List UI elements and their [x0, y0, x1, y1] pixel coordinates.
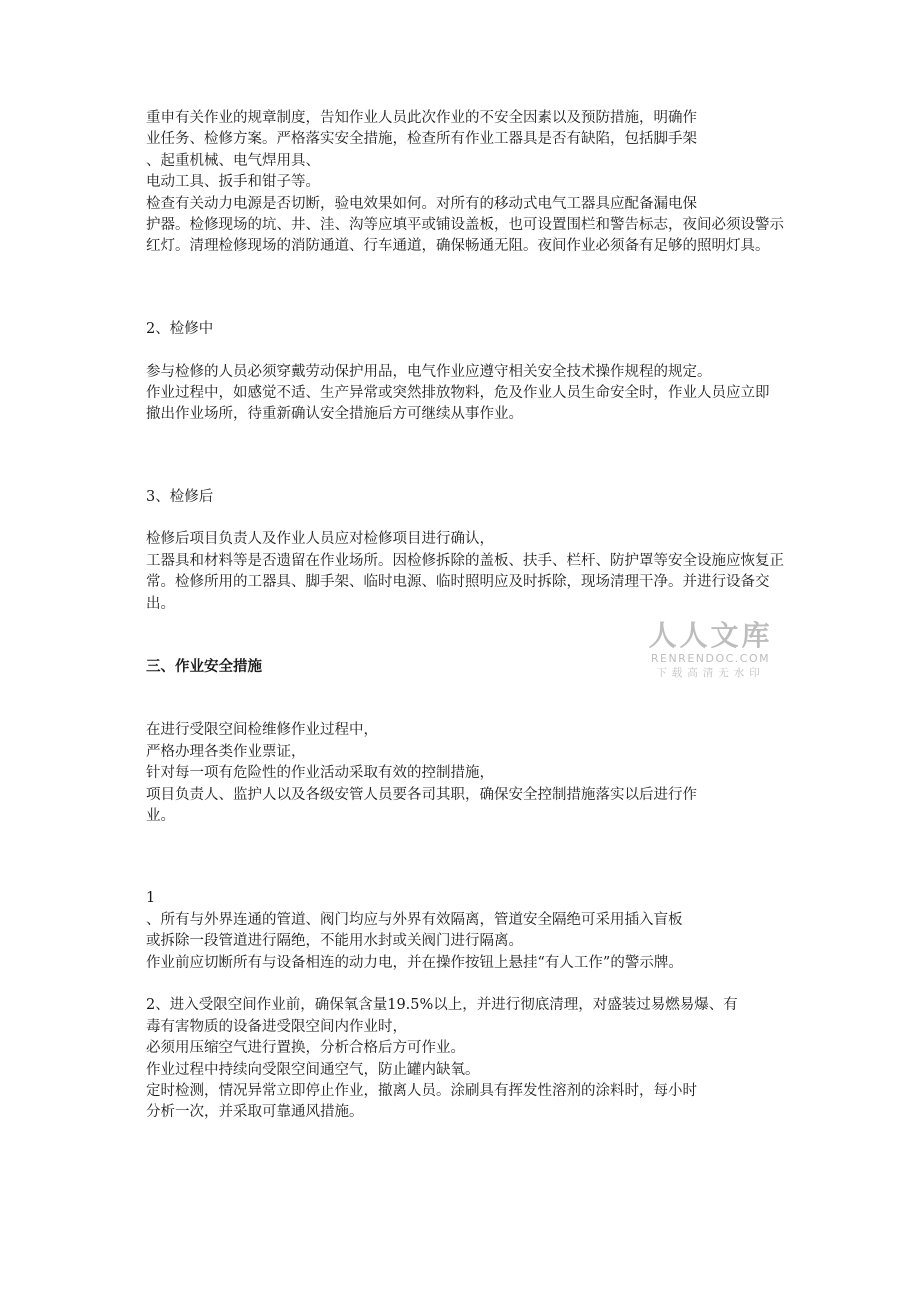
text-line: 、所有与外界连通的管道、阀门均应与外界有效隔离，管道安全隔绝可采用插入盲板	[146, 911, 683, 928]
text-line: 撤出作业场所，待重新确认安全措施后方可继续从事作业。	[146, 406, 523, 423]
text-line: 毒有害物质的设备进受限空间内作业时，	[146, 1018, 407, 1035]
spacer	[146, 678, 786, 720]
text-line: 1	[146, 890, 156, 907]
measure-item-1	[146, 888, 786, 974]
section-heading-during-repair: 2、检修中	[146, 320, 214, 337]
text-line: 业任务、检修方案。严格落实安全措施，检查所有作业工器具是否有缺陷，包括脚手架	[146, 131, 697, 148]
document-page	[146, 108, 786, 1124]
text-line: 作业前应切断所有与设备相连的动力电，并在操作按钮上悬挂“有人工作”的警示牌。	[146, 954, 683, 971]
watermark-subtitle: 下载高清无水印	[656, 667, 765, 679]
during-repair-paragraph	[146, 362, 786, 426]
watermark-logo	[648, 620, 773, 680]
text-line: 作业过程中，如感觉不适、生产异常或突然排放物料，危及作业人员生命安全时，作业人员应立即	[146, 384, 770, 401]
watermark-domain: RENRENDOC.COM	[650, 652, 771, 665]
spacer	[146, 508, 786, 529]
text-line: 、起重机械、电气焊用具、	[146, 152, 320, 169]
text-line: 出。	[146, 595, 175, 612]
text-line: 2、进入受限空间作业前，确保氧含量19.5%以上，并进行彻底清理，对盛装过易燃易爆、有	[146, 997, 738, 1014]
intro-paragraph	[146, 108, 786, 258]
text-line: 红灯。清理检修现场的消防通道、行车通道，确保畅通无阻。夜间作业必须备有足够的照明灯具。	[146, 238, 770, 255]
spacer	[146, 974, 786, 995]
measure-item-2	[146, 995, 786, 1123]
spacer	[146, 258, 786, 319]
text-line: 分析一次，并采取可靠通风措施。	[146, 1104, 364, 1121]
safety-measures-paragraph	[146, 720, 786, 827]
text-line: 定时检测，情况异常立即停止作业，撤离人员。涂刷具有挥发性溶剂的涂料时，每小时	[146, 1082, 697, 1099]
text-line: 护器。检修现场的坑、井、洼、沟等应填平或铺设盖板，也可设置围栏和警告标志，夜间必须设警示	[146, 216, 784, 233]
text-line: 工器具和材料等是否遗留在作业场所。因检修拆除的盖板、扶手、栏杆、防护罩等安全设施应恢复正	[146, 552, 784, 569]
spacer	[146, 426, 786, 487]
spacer	[146, 827, 786, 888]
text-line: 电动工具、扳手和钳子等。	[146, 174, 320, 191]
section-heading-after-repair: 3、检修后	[146, 488, 214, 505]
text-line: 在进行受限空间检维修作业过程中，	[146, 722, 378, 739]
text-line: 作业过程中持续向受限空间通空气，防止罐内缺氧。	[146, 1061, 480, 1078]
spacer	[146, 340, 786, 361]
text-line: 重申有关作业的规章制度，告知作业人员此次作业的不安全因素以及预防措施，明确作	[146, 110, 697, 126]
text-line: 业。	[146, 807, 175, 824]
text-line: 项目负责人、监护人以及各级安管人员要各司其职，确保安全控制措施落实以后进行作	[146, 786, 697, 803]
text-line: 常。检修所用的工器具、脚手架、临时电源、临时照明应及时拆除，现场清理干净。并进行设备交	[146, 574, 770, 591]
chapter-heading-safety-measures: 三、作业安全措施	[146, 659, 262, 676]
text-line: 检查有关动力电源是否切断，验电效果如何。对所有的移动式电气工器具应配备漏电保	[146, 195, 697, 212]
text-line: 检修后项目负责人及作业人员应对检修项目进行确认，	[146, 531, 494, 548]
text-line: 参与检修的人员必须穿戴劳动保护用品，电气作业应遵守相关安全技术操作规程的规定。	[146, 363, 712, 380]
text-line: 必须用压缩空气进行置换，分析合格后方可作业。	[146, 1040, 465, 1057]
text-line: 针对每一项有危险性的作业活动采取有效的控制措施，	[146, 765, 494, 782]
text-line: 或拆除一段管道进行隔绝，不能用水封或关阀门进行隔离。	[146, 933, 523, 950]
watermark-title: 人人文库	[648, 619, 773, 652]
text-line: 严格办理各类作业票证，	[146, 743, 306, 760]
after-repair-paragraph	[146, 529, 786, 615]
